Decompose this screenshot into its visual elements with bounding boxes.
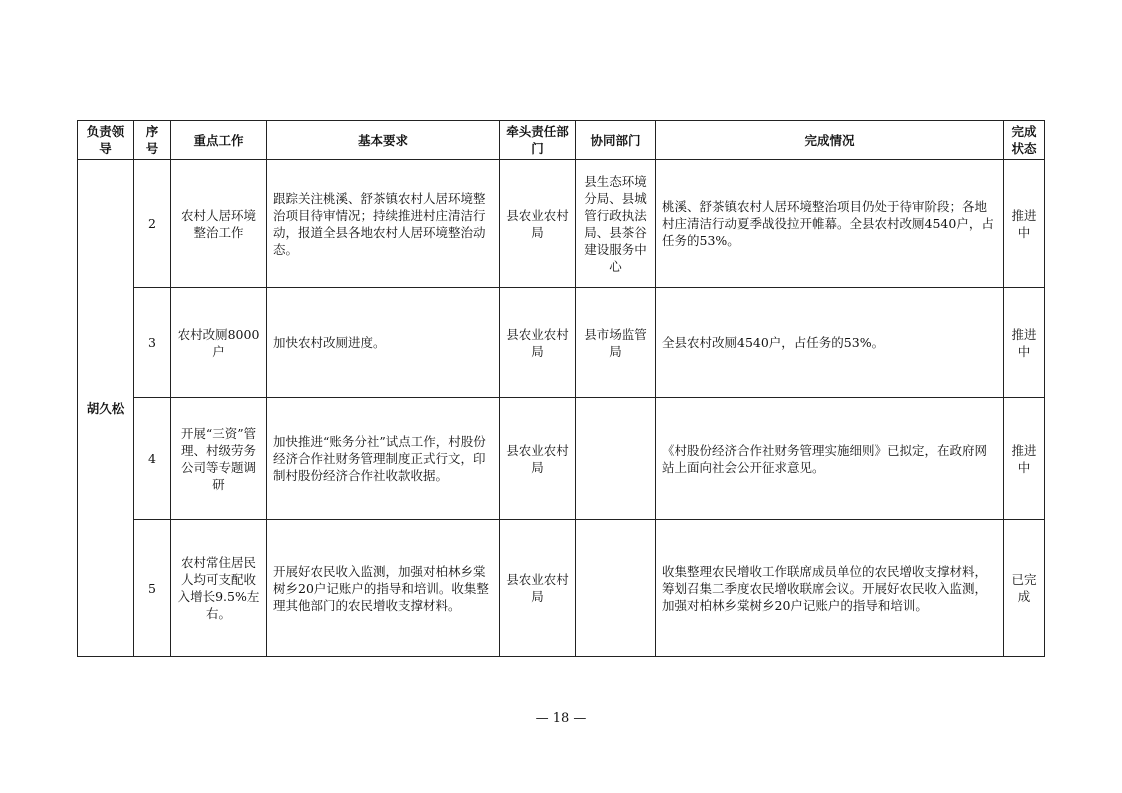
work-progress-table xyxy=(77,120,1045,657)
row-requirement: 加快推进“账务分社”试点工作，村股份经济合作社财务管理制度正式行文，印制村股份经济合作社收款收据。 xyxy=(267,398,500,520)
table-header-row xyxy=(78,121,1045,160)
leader-name: 胡久松 xyxy=(78,160,134,657)
row-status: 推进中 xyxy=(1004,160,1045,288)
header-seq: 序号 xyxy=(134,121,171,160)
table-row xyxy=(78,398,1045,520)
header-coop-dept: 协同部门 xyxy=(576,121,656,160)
work-table-container xyxy=(77,120,1045,657)
header-requirement: 基本要求 xyxy=(267,121,500,160)
row-status: 推进中 xyxy=(1004,288,1045,398)
row-coop-dept: 县生态环境分局、县城管行政执法局、县茶谷建设服务中心 xyxy=(576,160,656,288)
row-progress: 全县农村改厕4540户，占任务的53%。 xyxy=(656,288,1004,398)
row-status: 已完成 xyxy=(1004,520,1045,657)
row-task: 开展“三资”管理、村级劳务公司等专题调研 xyxy=(171,398,267,520)
row-lead-dept: 县农业农村局 xyxy=(500,288,576,398)
row-coop-dept xyxy=(576,398,656,520)
row-progress: 收集整理农民增收工作联席成员单位的农民增收支撑材料，筹划召集二季度农民增收联席会议。开展好农民收入监测，加强对柏林乡棠树乡20户记账户的指导和培训。 xyxy=(656,520,1004,657)
row-lead-dept: 县农业农村局 xyxy=(500,520,576,657)
table-row xyxy=(78,160,1045,288)
header-status: 完成状态 xyxy=(1004,121,1045,160)
row-status: 推进中 xyxy=(1004,398,1045,520)
row-requirement: 跟踪关注桃溪、舒茶镇农村人居环境整治项目待审情况；持续推进村庄清洁行动，报道全县各地农村人居环境整治动态。 xyxy=(267,160,500,288)
row-lead-dept: 县农业农村局 xyxy=(500,160,576,288)
row-lead-dept: 县农业农村局 xyxy=(500,398,576,520)
row-seq: 2 xyxy=(134,160,171,288)
header-leader: 负责领导 xyxy=(78,121,134,160)
row-coop-dept: 县市场监管局 xyxy=(576,288,656,398)
row-requirement: 加快农村改厕进度。 xyxy=(267,288,500,398)
row-seq: 5 xyxy=(134,520,171,657)
page-number: — 18 — xyxy=(535,711,587,726)
header-progress: 完成情况 xyxy=(656,121,1004,160)
row-progress: 桃溪、舒茶镇农村人居环境整治项目仍处于待审阶段；各地村庄清洁行动夏季战役拉开帷幕。全县农村改厕4540户，占任务的53%。 xyxy=(656,160,1004,288)
row-seq: 3 xyxy=(134,288,171,398)
row-progress: 《村股份经济合作社财务管理实施细则》已拟定，在政府网站上面向社会公开征求意见。 xyxy=(656,398,1004,520)
row-seq: 4 xyxy=(134,398,171,520)
row-task: 农村改厕8000户 xyxy=(171,288,267,398)
row-task: 农村常住居民人均可支配收入增长9.5%左右。 xyxy=(171,520,267,657)
header-lead-dept: 牵头责任部门 xyxy=(500,121,576,160)
row-requirement: 开展好农民收入监测，加强对柏林乡棠树乡20户记账户的指导和培训。收集整理其他部门的农民增收支撑材料。 xyxy=(267,520,500,657)
header-task: 重点工作 xyxy=(171,121,267,160)
table-row xyxy=(78,520,1045,657)
row-coop-dept xyxy=(576,520,656,657)
table-row xyxy=(78,288,1045,398)
row-task: 农村人居环境整治工作 xyxy=(171,160,267,288)
